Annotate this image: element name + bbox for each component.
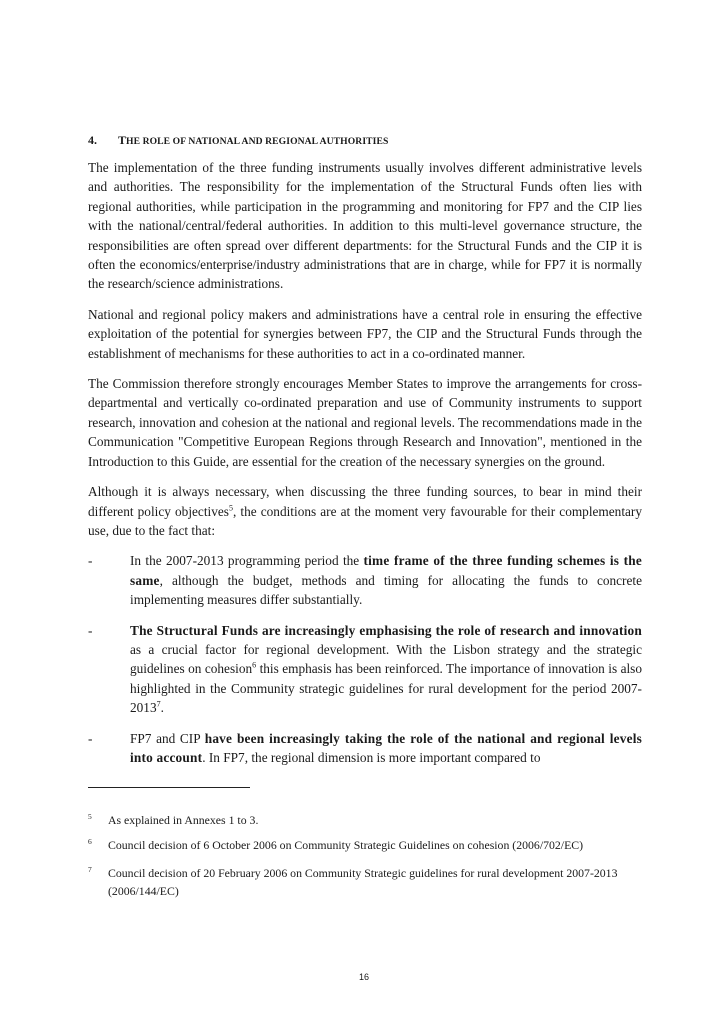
paragraph: National and regional policy makers and administrations have a central role in ensuring the effective exploitation of the potential for synergies between FP7, the CIP and the Structural Funds through the establishment of mechanisms for these authorities to act in a co-ordinated manner.: [88, 306, 642, 361]
paragraph-text: , the conditions are at the moment very favourable for their complementary use, due to the fact that:: [88, 503, 642, 538]
text-run: In the 2007-2013 programming period the: [130, 553, 364, 569]
footnote-ref[interactable]: 7: [156, 699, 161, 709]
footnote-separator: [88, 787, 250, 788]
paragraph: [88, 482, 642, 540]
footnote: [88, 864, 648, 900]
bold-run: have been increasingly taking the role of the national and regional levels into account: [130, 730, 642, 765]
list-item-text: [130, 729, 642, 767]
text-run: as a crucial factor for regional development. With the Lisbon strategy and the strategic guidelines on cohesion: [130, 641, 642, 677]
list-dash: -: [88, 622, 93, 638]
text-run: FP7 and CIP: [130, 730, 205, 746]
text-run: , although the budget, methods and timing for allocating the funds to concrete implementing measures differ substantially.: [130, 572, 642, 608]
page-number: 16: [358, 972, 369, 982]
footnote-text: As explained in Annexes 1 to 3.: [108, 813, 259, 827]
footnote: [88, 811, 648, 829]
bold-run: The Structural Funds are increasingly emphasising the role of research and innovation: [130, 622, 642, 638]
bold-run: time frame of the three funding schemes is the same: [130, 553, 642, 588]
footnote-text: Council decision of 6 October 2006 on Community Strategic Guidelines on cohesion (2006/702/EC): [108, 838, 584, 852]
body-text: [88, 158, 642, 767]
paragraph: The Commission therefore strongly encourages Member States to improve the arrangements for cross-departmental and vertically co-ordinated preparation and use of Community instruments to support research, innovation and cohesion at the national and regional levels. The recommendations made in the Communication "Competitive European Regions through Research and Innovation", mentioned in the Introduction to this Guide, are essential for the creation of the necessary synergies on the ground.: [88, 376, 642, 469]
footnote: [88, 836, 648, 854]
list-dash: -: [88, 730, 93, 746]
footnote-ref[interactable]: 5: [228, 503, 233, 513]
footnote-text: Council decision of 20 February 2006 on Community Strategic guidelines for rural development 2007-2013 (2006/144/EC): [108, 866, 618, 898]
section-title: HE ROLE OF NATIONAL AND REGIONAL AUTHORITIES: [126, 136, 389, 147]
list-item: [88, 621, 642, 718]
section-number: 4.: [88, 133, 97, 147]
list-item: [88, 729, 642, 767]
list-item-text: [130, 621, 642, 718]
footnote-mark: 7: [88, 865, 92, 874]
list-item: [88, 551, 642, 609]
text-run: this emphasis has been reinforced. The importance of innovation is also highlighted in the Community strategic guidelines for rural development for the period 2007-2013: [130, 661, 642, 716]
footnote-ref[interactable]: 6: [252, 660, 257, 670]
footnote-mark: 6: [88, 837, 92, 846]
list-dash: -: [88, 553, 93, 569]
list-item-text: [130, 551, 642, 609]
paragraph-text: Although it is always necessary, when discussing the three funding sources, to bear in mind their different policy objectives: [88, 484, 642, 519]
paragraph: The implementation of the three funding instruments usually involves different administrative levels and authorities. The responsibility for the implementation of the Structural Funds often lies with regional authorities, while participation in the programming and monitoring for FP7 and the CIP lies with the national/central/federal authorities. In addition to this multi-level governance structure, the responsibilities are often spread over different departments: for the Structural Funds and the CIP it is often the economics/enterprise/industry administrations that are in charge, while for FP7 it is normally the research/science administrations.: [88, 160, 642, 292]
section-title-initial: T: [118, 133, 127, 147]
text-run: .: [160, 700, 164, 716]
text-run: . In FP7, the regional dimension is more important compared to: [202, 749, 541, 765]
section-heading: [88, 133, 388, 148]
footnote-mark: 5: [88, 812, 92, 821]
